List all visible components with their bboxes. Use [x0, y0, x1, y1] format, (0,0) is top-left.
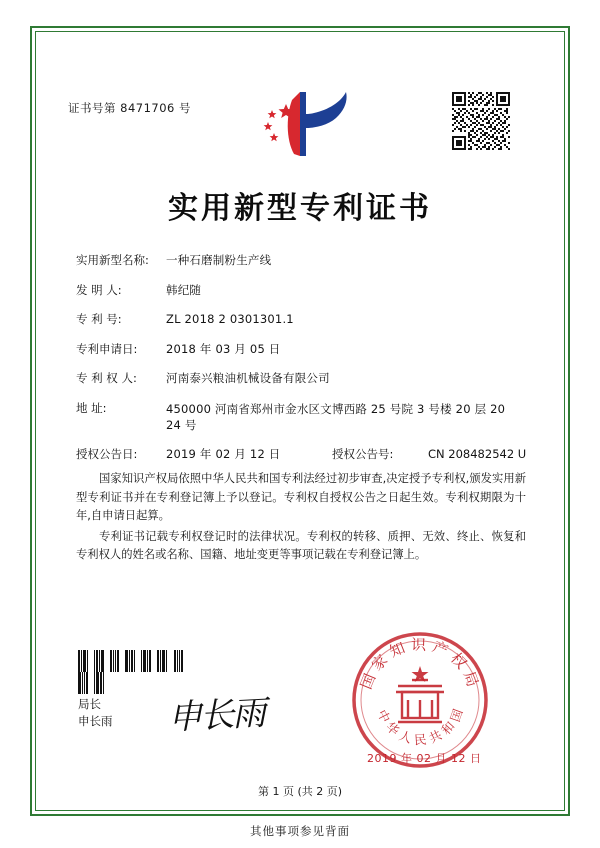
footer-note: 其他事项参见背面 [250, 824, 350, 838]
field-value: 河南泰兴粮油机械设备有限公司 [166, 371, 330, 385]
field-application-date [76, 342, 524, 357]
official-seal-icon [350, 630, 490, 770]
field-value: 2018 年 03 月 05 日 [166, 341, 281, 356]
field-label: 地 址: [76, 400, 107, 415]
certificate-fields [76, 253, 527, 477]
page-title: 实用新型专利证书 [168, 191, 432, 226]
field-utility-model-name [76, 253, 524, 268]
qr-code-icon [452, 92, 510, 150]
field-label: 发 明 人: [76, 282, 122, 297]
field-label: 专利申请日: [76, 341, 138, 356]
field-label: 专 利 号: [76, 312, 122, 326]
field-value: 韩纪随 [166, 282, 202, 297]
field-announcement [76, 447, 527, 462]
field-address [76, 401, 524, 433]
director-label [78, 696, 113, 730]
barcode [78, 650, 190, 672]
announcement-number-label: 授权公告号: [332, 447, 394, 461]
director-signature: 申长雨 [167, 693, 266, 739]
svg-text:中华人民共和国: 中华人民共和国 [374, 702, 468, 748]
field-value: 一种石磨制粉生产线 [166, 253, 272, 267]
certificate-number: 证书号第 8471706 号 [68, 101, 192, 115]
field-value: ZL 2018 2 0301301.1 [166, 312, 294, 326]
announcement-date-value: 2019 年 02 月 12 日 [166, 447, 281, 461]
state-ip-office-logo-icon [242, 88, 358, 160]
director-name: 申长雨 [78, 714, 113, 728]
svg-text:国家知识产权局: 国家知识产权局 [356, 635, 484, 694]
legal-paragraph-1: 国家知识产权局依照中华人民共和国专利法经过初步审查,决定授予专利权,颁发实用新型专利证书并在专利登记簿上予以登记。专利权自授权公告之日起生效。专利权期限为十年,自申请日起算。 [76, 472, 526, 522]
page-indicator: 第 1 页 (共 2 页) [257, 785, 343, 798]
announcement-number-value: CN 208482542 U [428, 447, 527, 461]
field-patentee [76, 371, 524, 386]
legal-paragraph-2: 专利证书记载专利权登记时的法律状况。专利权的转移、质押、无效、终止、恢复和专利权人的姓名或名称、国籍、地址变更等事项记载在专利登记簿上。 [76, 529, 526, 561]
announcement-date-label: 授权公告日: [76, 447, 138, 461]
field-label: 专 利 权 人: [76, 371, 137, 385]
director-title: 局长 [78, 697, 101, 711]
field-label: 实用新型名称: [76, 253, 149, 267]
field-value: 450000 河南省郑州市金水区文博西路 25 号院 3 号楼 20 层 20 24 号 [166, 401, 506, 432]
field-patent-number [76, 312, 524, 327]
legal-text-block [76, 470, 526, 567]
field-inventor [76, 283, 524, 298]
seal-date: 2019 年 02 月 12 日 [367, 752, 482, 765]
